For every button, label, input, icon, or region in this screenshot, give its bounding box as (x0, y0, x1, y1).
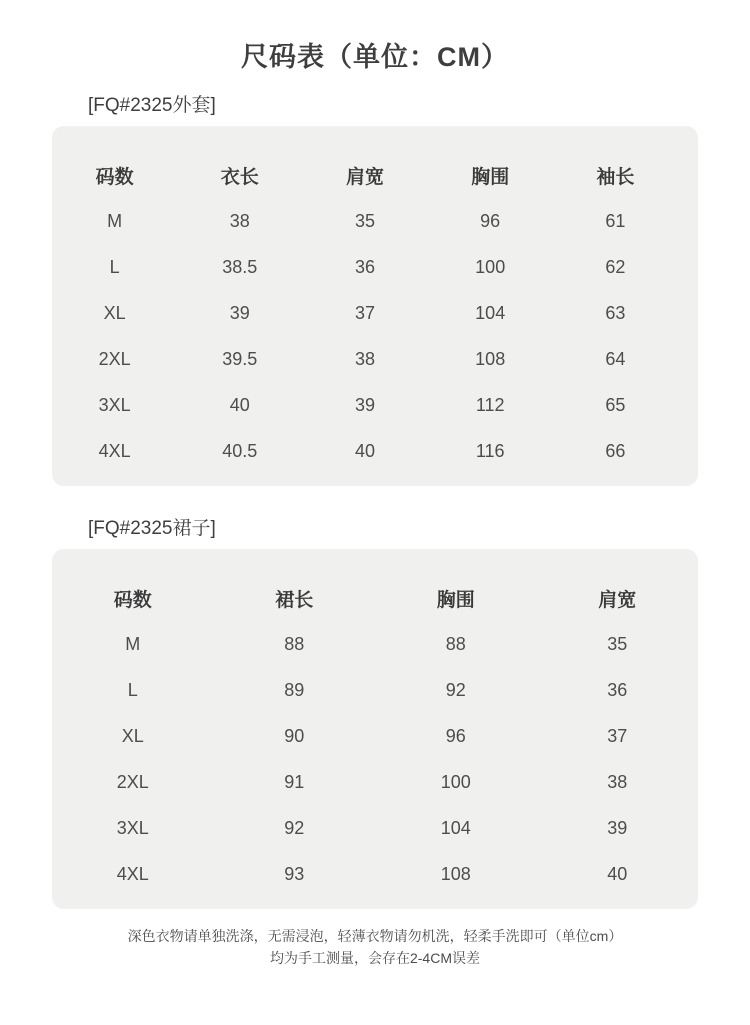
care-note-line2: 均为手工测量，会存在2-4CM误差 (269, 950, 480, 966)
skirt-section (0, 513, 750, 909)
measurement-cell: 40.5 (222, 440, 258, 461)
size-label-cell: 4XL (116, 863, 149, 884)
measurement-cell: 116 (475, 440, 505, 461)
column-header: 袖长 (596, 166, 635, 188)
table-header-row (52, 575, 698, 621)
measurement-cell: 38 (354, 348, 375, 369)
measurement-cell: 96 (480, 210, 501, 231)
size-label-cell: 3XL (116, 817, 149, 838)
measurement-cell: 40 (229, 394, 250, 415)
measurement-cell: 108 (475, 348, 506, 369)
jacket-section (0, 90, 750, 486)
measurement-cell: 39 (354, 394, 375, 415)
measurement-cell: 89 (284, 679, 305, 700)
table-row (52, 198, 698, 244)
measurement-cell: 64 (605, 348, 626, 369)
column-header: 胸围 (471, 166, 510, 188)
care-note-line1: 深色衣物请单独洗涤，无需浸泡，轻薄衣物请勿机洗，轻柔手洗即可（单位cm） (127, 928, 623, 944)
measurement-cell: 61 (605, 210, 626, 231)
measurement-cell: 108 (440, 863, 471, 884)
table-row (52, 759, 698, 805)
table-row (52, 621, 698, 667)
table-row (52, 290, 698, 336)
measurement-cell: 104 (440, 817, 471, 838)
measurement-cell: 88 (284, 633, 305, 654)
measurement-cell: 92 (284, 817, 305, 838)
table-row (52, 851, 698, 897)
page-title: 尺码表（单位：CM） (241, 42, 509, 72)
measurement-cell: 36 (354, 256, 375, 277)
table-row (52, 244, 698, 290)
size-label-cell: M (107, 210, 123, 231)
measurement-cell: 92 (445, 679, 466, 700)
size-chart-page (0, 38, 750, 969)
table-row (52, 336, 698, 382)
column-header: 胸围 (436, 589, 475, 611)
measurement-cell: 112 (475, 394, 505, 415)
measurement-cell: 35 (607, 633, 628, 654)
measurement-cell: 63 (605, 302, 626, 323)
size-label-cell: 2XL (98, 348, 131, 369)
size-label-cell: L (109, 256, 120, 277)
measurement-cell: 100 (440, 771, 471, 792)
table-row (52, 713, 698, 759)
size-label-cell: XL (103, 302, 126, 323)
measurement-cell: 37 (607, 725, 628, 746)
measurement-cell: 66 (605, 440, 626, 461)
column-header: 码数 (113, 589, 152, 611)
size-label-cell: 4XL (98, 440, 131, 461)
measurement-cell: 38 (607, 771, 628, 792)
measurement-cell: 40 (354, 440, 375, 461)
size-label-cell: 2XL (116, 771, 149, 792)
measurement-cell: 39 (607, 817, 628, 838)
skirt-section-label: [FQ#2325裙子] (88, 518, 216, 539)
measurement-cell: 37 (354, 302, 375, 323)
measurement-cell: 62 (605, 256, 626, 277)
measurement-cell: 90 (284, 725, 305, 746)
table-row (52, 805, 698, 851)
measurement-cell: 65 (605, 394, 626, 415)
measurement-cell: 100 (475, 256, 506, 277)
measurement-cell: 96 (445, 725, 466, 746)
size-label-cell: 3XL (98, 394, 131, 415)
measurement-cell: 38 (229, 210, 250, 231)
measurement-cell: 91 (284, 771, 305, 792)
column-header: 肩宽 (598, 589, 637, 611)
skirt-size-table (52, 549, 698, 909)
care-note (0, 925, 750, 969)
column-header: 裙长 (275, 589, 314, 611)
table-header-row (52, 152, 698, 198)
measurement-cell: 39 (229, 302, 250, 323)
table-row (52, 382, 698, 428)
table-row (52, 667, 698, 713)
jacket-section-label: [FQ#2325外套] (88, 95, 216, 116)
column-header: 肩宽 (345, 166, 384, 188)
column-header: 衣长 (220, 166, 259, 188)
table-row (52, 428, 698, 474)
column-header: 码数 (95, 166, 134, 188)
jacket-size-table (52, 126, 698, 486)
measurement-cell: 40 (607, 863, 628, 884)
measurement-cell: 38.5 (222, 256, 258, 277)
measurement-cell: 39.5 (222, 348, 258, 369)
measurement-cell: 88 (445, 633, 466, 654)
measurement-cell: 35 (354, 210, 375, 231)
measurement-cell: 93 (284, 863, 305, 884)
size-label-cell: M (125, 633, 141, 654)
measurement-cell: 36 (607, 679, 628, 700)
size-label-cell: XL (121, 725, 144, 746)
measurement-cell: 104 (475, 302, 506, 323)
size-label-cell: L (127, 679, 138, 700)
